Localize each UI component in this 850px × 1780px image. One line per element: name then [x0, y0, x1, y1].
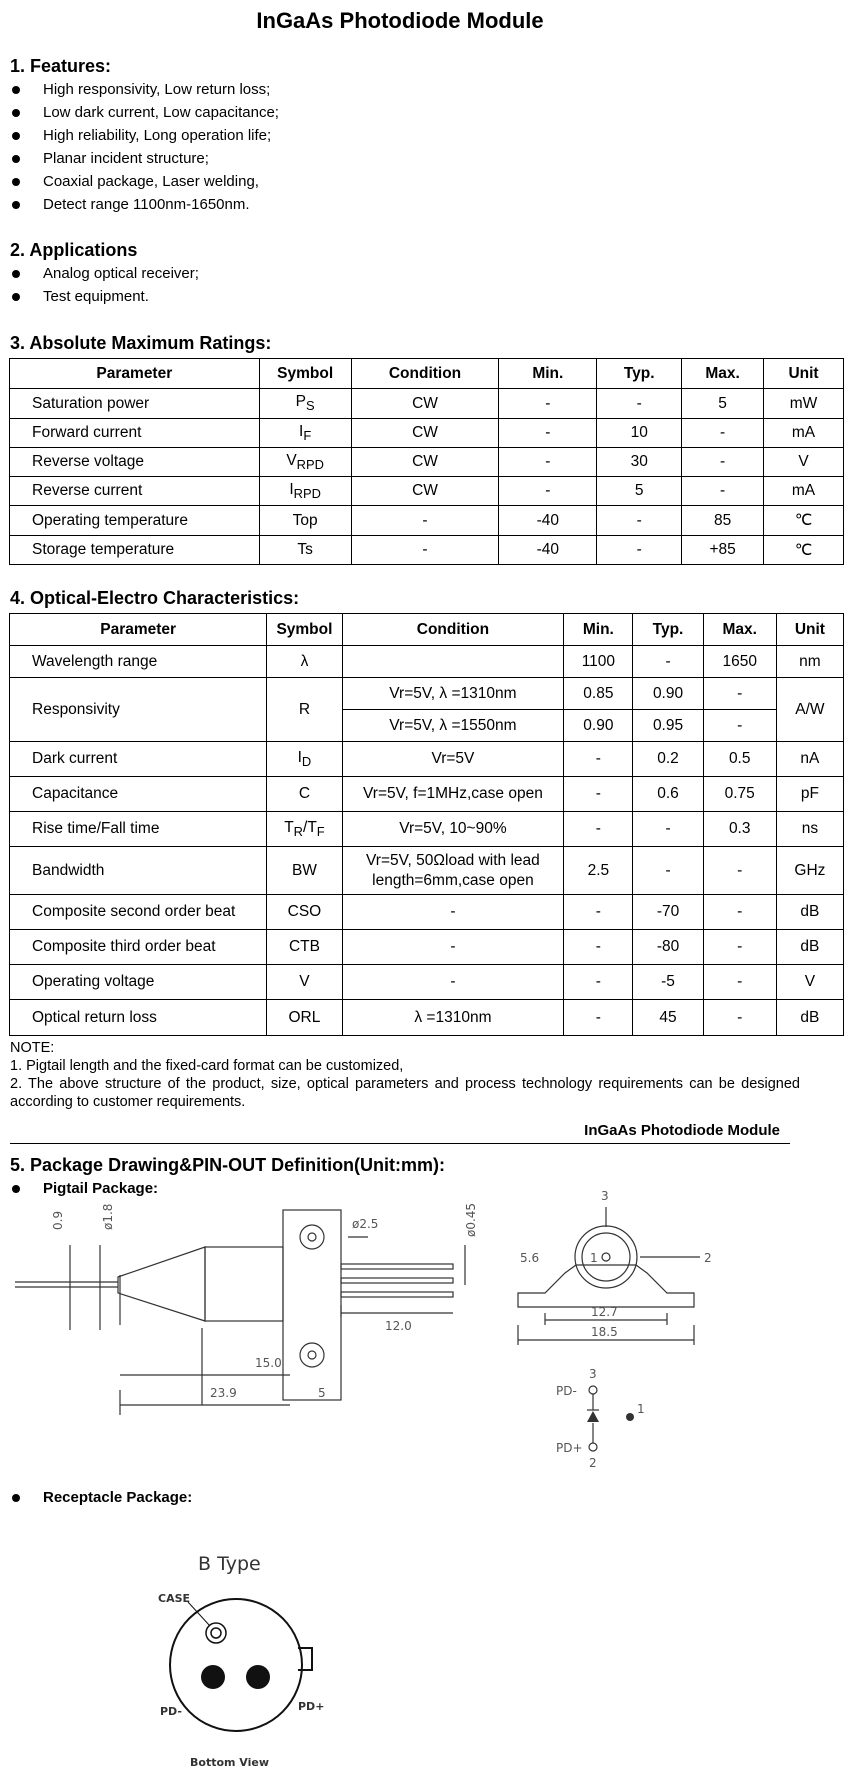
typ-cell: 30 [597, 448, 682, 477]
min-cell: -40 [499, 536, 597, 565]
symbol-cell: $I_F$ [259, 419, 351, 448]
col-header: Symbol [267, 614, 342, 646]
mount-hole [300, 1343, 324, 1367]
min-cell: 0.90 [564, 710, 633, 742]
diode-triangle [587, 1411, 599, 1422]
symbol-cell: ORL [267, 1000, 342, 1036]
running-header: InGaAs Photodiode Module [584, 1122, 780, 1139]
min-cell: -40 [499, 506, 597, 536]
symbol-cell: $P_S$ [259, 389, 351, 419]
dim-label: 15.0 [255, 1356, 282, 1370]
list-item: Detect range 1100nm-1650nm. [10, 193, 279, 216]
param-cell: Operating temperature [10, 506, 260, 536]
table-row [10, 930, 844, 965]
min-cell: 1100 [564, 646, 633, 678]
max-cell: - [703, 847, 776, 895]
table-row [10, 742, 844, 777]
symbol-cell: Ts [259, 536, 351, 565]
condition-cell: Vr=5V [342, 742, 564, 777]
max-cell: +85 [682, 536, 764, 565]
condition-cell: - [342, 965, 564, 1000]
symbol-cell: $I_{RPD}$ [259, 477, 351, 506]
note-line: 2. The above structure of the product, size, optical parameters and process technology requirements can be designed according to customer requirements. [10, 1076, 800, 1110]
package-heading: 5. Package Drawing&PIN-OUT Definition(Unit:mm): [10, 1155, 446, 1175]
condition-cell: Vr=5V, 10~90% [342, 812, 564, 847]
typ-cell: 0.90 [633, 678, 703, 710]
param-cell: Optical return loss [10, 1000, 267, 1036]
col-header: Parameter [10, 359, 260, 389]
list-item: Planar incident structure; [10, 147, 279, 170]
applications-list [10, 262, 199, 308]
list-item: Test equipment. [10, 285, 199, 308]
unit-cell: pF [776, 777, 843, 812]
note-line: 1. Pigtail length and the fixed-card format can be customized, [10, 1058, 404, 1074]
max-cell: 0.75 [703, 777, 776, 812]
max-cell: 0.5 [703, 742, 776, 777]
divider [10, 1143, 790, 1144]
col-header: Max. [703, 614, 776, 646]
table-row [10, 477, 844, 506]
max-cell: - [682, 448, 764, 477]
end-view-base [518, 1265, 694, 1307]
condition-cell: CW [351, 419, 499, 448]
typ-cell: 5 [597, 477, 682, 506]
flange-outline [283, 1210, 341, 1400]
dim-label: ø1.8 [101, 1203, 115, 1230]
min-cell: - [564, 895, 633, 930]
col-header: Typ. [597, 359, 682, 389]
pin-number: 1 [590, 1251, 598, 1265]
pin [341, 1292, 453, 1297]
unit-cell: A/W [776, 678, 843, 742]
drawing-title: B Type [198, 1553, 261, 1575]
condition-cell: CW [351, 477, 499, 506]
list-item: High reliability, Long operation life; [10, 124, 279, 147]
pd-minus-pin [201, 1665, 225, 1689]
condition-cell: CW [351, 448, 499, 477]
min-cell: - [499, 389, 597, 419]
min-cell: - [564, 742, 633, 777]
col-header: Parameter [10, 614, 267, 646]
pin-label: PD+ [556, 1441, 583, 1455]
mount-hole [308, 1233, 316, 1241]
symbol-cell: $V_{RPD}$ [259, 448, 351, 477]
param-cell: Dark current [10, 742, 267, 777]
max-cell: - [703, 1000, 776, 1036]
list-item: Analog optical receiver; [10, 262, 199, 285]
condition-cell: λ =1310nm [342, 1000, 564, 1036]
max-cell: - [682, 419, 764, 448]
typ-cell: - [633, 812, 703, 847]
max-cell: - [682, 477, 764, 506]
mount-hole [308, 1351, 316, 1359]
col-header: Condition [351, 359, 499, 389]
list-item: High responsivity, Low return loss; [10, 78, 279, 101]
features-list [10, 78, 279, 216]
unit-cell: dB [776, 895, 843, 930]
list-item: Coaxial package, Laser welding, [10, 170, 279, 193]
min-cell: 0.85 [564, 678, 633, 710]
typ-cell: 0.6 [633, 777, 703, 812]
unit-cell: V [776, 965, 843, 1000]
param-cell: Reverse current [10, 477, 260, 506]
typ-cell: - [633, 646, 703, 678]
param-cell: Rise time/Fall time [10, 812, 267, 847]
param-cell: Wavelength range [10, 646, 267, 678]
table-header-row [10, 359, 844, 389]
table-row [10, 646, 844, 678]
pd-minus-label: PD- [160, 1705, 182, 1718]
case-pin [211, 1628, 221, 1638]
col-header: Condition [342, 614, 564, 646]
table-row [10, 536, 844, 565]
note-label: NOTE: [10, 1040, 55, 1056]
features-heading: 1. Features: [10, 56, 112, 76]
schematic-node [589, 1443, 597, 1451]
typ-cell: -5 [633, 965, 703, 1000]
unit-cell: mA [764, 477, 844, 506]
col-header: Min. [564, 614, 633, 646]
condition-cell: - [342, 930, 564, 965]
receptacle-label: Receptacle Package: [10, 1489, 192, 1506]
typ-cell: - [597, 389, 682, 419]
end-view-pin [602, 1253, 610, 1261]
unit-cell: nA [776, 742, 843, 777]
pin-number: 2 [704, 1251, 712, 1265]
unit-cell: mW [764, 389, 844, 419]
table-row [10, 812, 844, 847]
dim-label: 12.7 [591, 1305, 618, 1319]
abs-max-table [9, 358, 844, 565]
pin [341, 1264, 453, 1269]
table-row [10, 1000, 844, 1036]
typ-cell: - [633, 847, 703, 895]
param-cell: Composite third order beat [10, 930, 267, 965]
dim-label: 18.5 [591, 1325, 618, 1339]
unit-cell: nm [776, 646, 843, 678]
table-row [10, 506, 844, 536]
min-cell: - [564, 812, 633, 847]
typ-cell: 45 [633, 1000, 703, 1036]
typ-cell: -70 [633, 895, 703, 930]
pin-label: PD- [556, 1384, 577, 1398]
unit-cell: ns [776, 812, 843, 847]
pd-plus-label: PD+ [298, 1700, 325, 1713]
condition-cell: Vr=5V, f=1MHz,case open [342, 777, 564, 812]
symbol-cell: C [267, 777, 342, 812]
table-row [10, 448, 844, 477]
unit-cell: dB [776, 930, 843, 965]
table-row [10, 777, 844, 812]
dim-label: 5.6 [520, 1251, 540, 1265]
symbol-cell: $I_D$ [267, 742, 342, 777]
typ-cell: -80 [633, 930, 703, 965]
symbol-cell: V [267, 965, 342, 1000]
unit-cell: ℃ [764, 536, 844, 565]
dim-label: 5 [318, 1386, 326, 1400]
max-cell: 85 [682, 506, 764, 536]
symbol-cell: R [267, 678, 342, 742]
condition-cell: Vr=5V, λ =1310nm [342, 678, 564, 710]
param-cell: Composite second order beat [10, 895, 267, 930]
typ-cell: 0.95 [633, 710, 703, 742]
typ-cell: 0.2 [633, 742, 703, 777]
pin-number: 1 [637, 1402, 645, 1416]
unit-cell: ℃ [764, 506, 844, 536]
mount-hole [300, 1225, 324, 1249]
note-block [10, 1039, 800, 1111]
max-cell: 1650 [703, 646, 776, 678]
table-row [10, 419, 844, 448]
param-cell: Capacitance [10, 777, 267, 812]
condition-cell: - [351, 506, 499, 536]
condition-cell: Vr=5V, 50Ωload with lead length=6mm,case open [342, 847, 564, 895]
table-header-row [10, 614, 844, 646]
col-header: Unit [776, 614, 843, 646]
typ-cell: - [597, 506, 682, 536]
receptacle-outline [170, 1599, 302, 1731]
boot-taper [118, 1247, 205, 1321]
min-cell: - [564, 777, 633, 812]
typ-cell: 10 [597, 419, 682, 448]
pin-number: 3 [601, 1189, 609, 1203]
max-cell: - [703, 895, 776, 930]
dim-label: 12.0 [385, 1319, 412, 1333]
pigtail-package-drawing [0, 1185, 850, 1475]
condition-cell: Vr=5V, λ =1550nm [342, 710, 564, 742]
receptacle-package-drawing [130, 1540, 360, 1770]
pd-plus-pin [246, 1665, 270, 1689]
col-header: Symbol [259, 359, 351, 389]
pin [341, 1278, 453, 1283]
list-item: Low dark current, Low capacitance; [10, 101, 279, 124]
unit-cell: GHz [776, 847, 843, 895]
param-cell: Saturation power [10, 389, 260, 419]
condition-cell: CW [351, 389, 499, 419]
condition-cell: - [351, 536, 499, 565]
symbol-cell: BW [267, 847, 342, 895]
max-cell: - [703, 678, 776, 710]
symbol-cell: CTB [267, 930, 342, 965]
table-row [10, 678, 844, 710]
dim-label: 23.9 [210, 1386, 237, 1400]
symbol-cell: CSO [267, 895, 342, 930]
page-title: InGaAs Photodiode Module [256, 8, 544, 33]
pigtail-label: Pigtail Package: [10, 1180, 158, 1197]
unit-cell: dB [776, 1000, 843, 1036]
condition-cell [342, 646, 564, 678]
min-cell: - [564, 1000, 633, 1036]
symbol-cell: λ [267, 646, 342, 678]
abs-max-heading: 3. Absolute Maximum Ratings: [10, 333, 272, 353]
pin-number: 2 [589, 1456, 597, 1470]
end-view-outer [575, 1226, 637, 1288]
schematic-node [589, 1386, 597, 1394]
min-cell: 2.5 [564, 847, 633, 895]
param-cell: Storage temperature [10, 536, 260, 565]
table-row [10, 895, 844, 930]
condition-cell: - [342, 895, 564, 930]
case-pin-dot [626, 1413, 634, 1421]
col-header: Max. [682, 359, 764, 389]
param-cell: Operating voltage [10, 965, 267, 1000]
min-cell: - [499, 448, 597, 477]
param-cell: Bandwidth [10, 847, 267, 895]
symbol-cell: Top [259, 506, 351, 536]
min-cell: - [564, 965, 633, 1000]
table-row [10, 847, 844, 895]
max-cell: - [703, 965, 776, 1000]
max-cell: 0.3 [703, 812, 776, 847]
col-header: Unit [764, 359, 844, 389]
symbol-cell: $T_R/T_F$ [267, 812, 342, 847]
applications-heading: 2. Applications [10, 240, 138, 260]
case-label: CASE [158, 1592, 191, 1605]
param-cell: Responsivity [10, 678, 267, 742]
min-cell: - [564, 930, 633, 965]
col-header: Typ. [633, 614, 703, 646]
param-cell: Forward current [10, 419, 260, 448]
col-header: Min. [499, 359, 597, 389]
pin-number: 3 [589, 1367, 597, 1381]
unit-cell: V [764, 448, 844, 477]
param-cell: Reverse voltage [10, 448, 260, 477]
max-cell: 5 [682, 389, 764, 419]
body-outline [205, 1247, 283, 1321]
dim-label: ø2.5 [352, 1217, 379, 1231]
bottom-view-label: Bottom View [190, 1756, 270, 1769]
dim-label: 0.9 [51, 1210, 65, 1230]
opto-heading: 4. Optical-Electro Characteristics: [10, 588, 300, 608]
table-row [10, 389, 844, 419]
min-cell: - [499, 419, 597, 448]
table-row [10, 965, 844, 1000]
dim-label: ø0.45 [464, 1202, 478, 1237]
max-cell: - [703, 930, 776, 965]
case-pin [206, 1623, 226, 1643]
opto-table [9, 613, 844, 1036]
unit-cell: mA [764, 419, 844, 448]
max-cell: - [703, 710, 776, 742]
typ-cell: - [597, 536, 682, 565]
min-cell: - [499, 477, 597, 506]
